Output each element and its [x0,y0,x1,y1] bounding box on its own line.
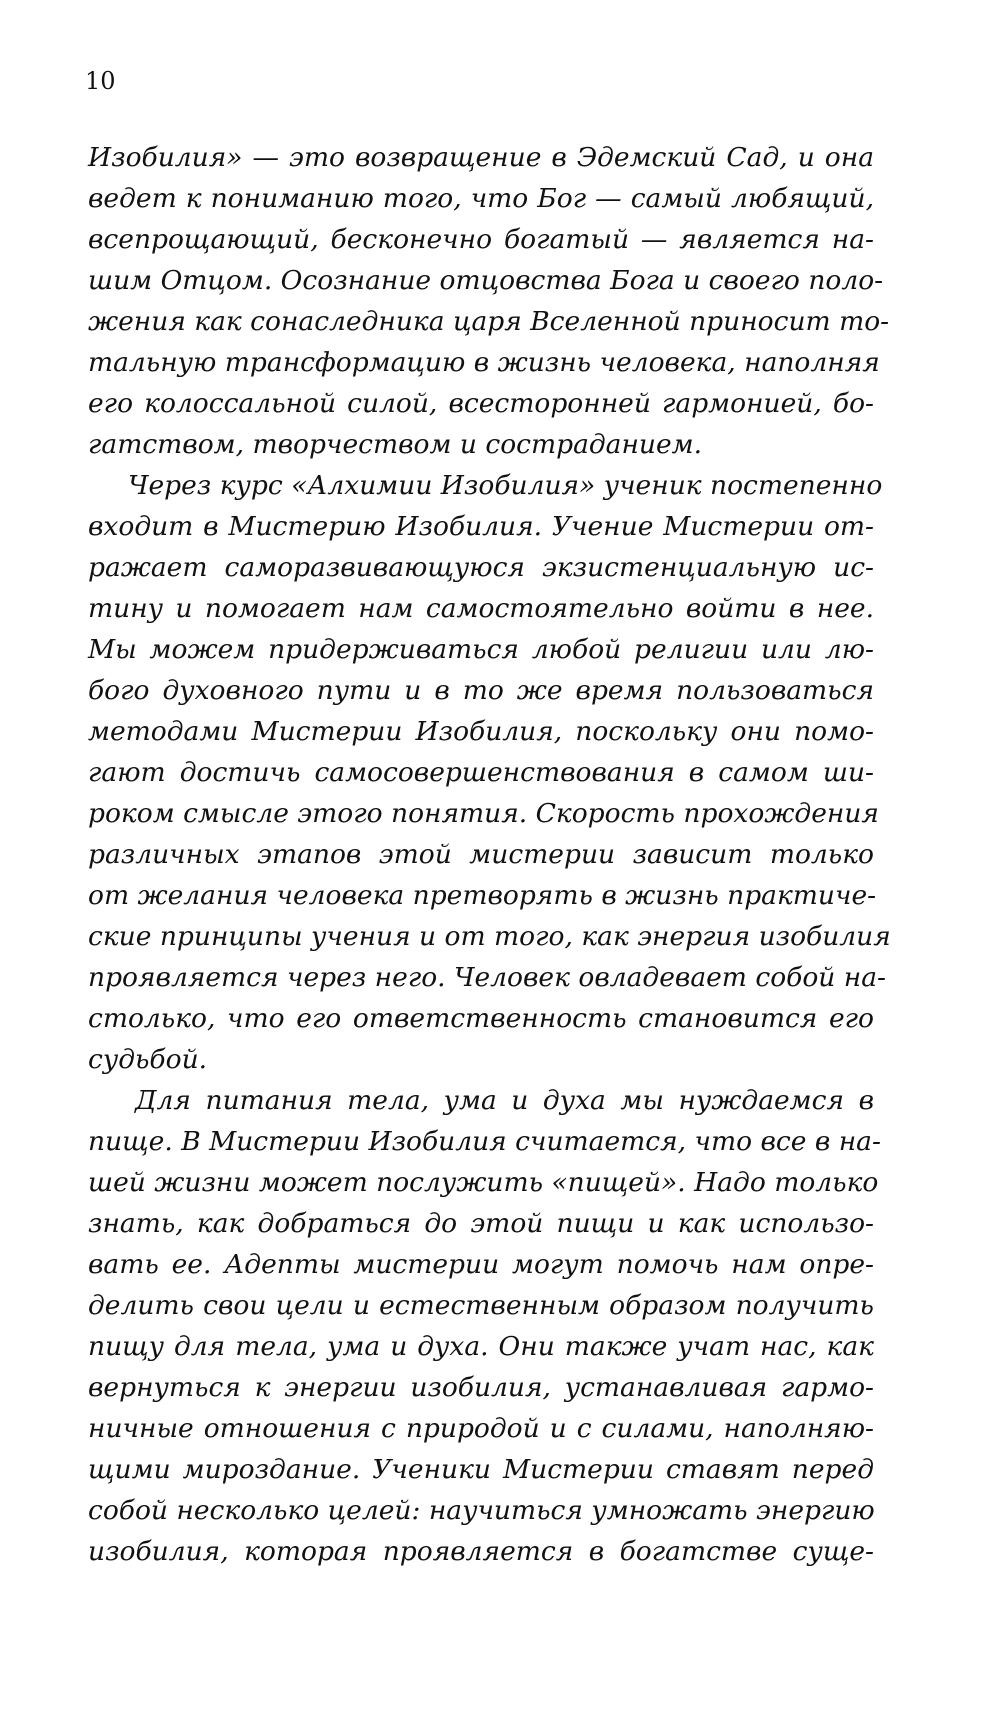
text-line: бого духовного пути и в то же время пользоваться [88,675,874,706]
text-line: пищу для тела, ума и духа. Они также учат нас, как [88,1331,874,1362]
text-line: ские принципы учения и от того, как энергия изобилия [88,921,891,952]
text-line: ражает саморазвивающуюся экзистенциальную ис- [88,552,874,583]
text-line: судьбой. [88,1044,208,1075]
text-line: жения как сонаследника царя Вселенной приносит то- [88,306,890,337]
text-line: гатством, творчеством и состраданием. [88,429,703,460]
text-line: тальную трансформацию в жизнь человека, наполняя [88,347,880,378]
text-line: проявляется через него. Человек овладевает собой на- [88,962,886,993]
text-line: вать ее. Адепты мистерии могут помочь нам опре- [88,1249,874,1280]
text-line: Изобилия» — это возвращение в Эдемский Сад, и она [88,142,874,173]
text-line: знать, как добраться до этой пищи и как использо- [88,1208,874,1239]
text-line: от желания человека претворять в жизнь практиче- [88,880,877,911]
text-line: шим Отцом. Осознание отцовства Бога и своего поло- [88,265,884,296]
text-line: Для питания тела, ума и духа мы нуждаемся в [135,1085,874,1116]
text-line: его колоссальной силой, всесторонней гармонией, бо- [88,388,874,419]
text-line: изобилия, которая проявляется в богатстве суще- [88,1536,874,1567]
text-line: входит в Мистерию Изобилия. Учение Мистерии от- [88,511,874,542]
text-line: роком смысле этого понятия. Скорость прохождения [88,798,879,829]
text-line: шей жизни может послужить «пищей». Надо только [88,1167,879,1198]
text-line: Через курс «Алхимии Изобилия» ученик постепенно [128,470,883,501]
text-line: различных этапов этой мистерии зависит только [88,839,874,870]
text-line: ничные отношения с природой и с силами, наполняю- [88,1413,874,1444]
text-line: щими мироздание. Ученики Мистерии ставят перед [88,1454,874,1485]
text-line: ведет к пониманию того, что Бог — самый любящий, [88,183,874,214]
text-line: собой несколько целей: научиться умножать энергию [88,1495,875,1526]
text-line: методами Мистерии Изобилия, поскольку они помо- [88,716,874,747]
body-text [88,137,891,1572]
text-line: тину и помогает нам самостоятельно войти в нее. [88,593,874,624]
text-line: пище. В Мистерии Изобилия считается, что все в на- [88,1126,881,1157]
text-line: делить свои цели и естественным образом получить [88,1290,874,1321]
text-line: вернуться к энергии изобилия, устанавливая гармо- [88,1372,874,1403]
text-line: Мы можем придерживаться любой религии или лю- [88,634,874,665]
text-line: всепрощающий, бесконечно богатый — является на- [88,224,874,255]
text-line: гают достичь самосовершенствования в самом ши- [88,757,874,788]
text-line: столько, что его ответственность становится его [88,1003,874,1034]
page-number: 10 [85,67,116,95]
